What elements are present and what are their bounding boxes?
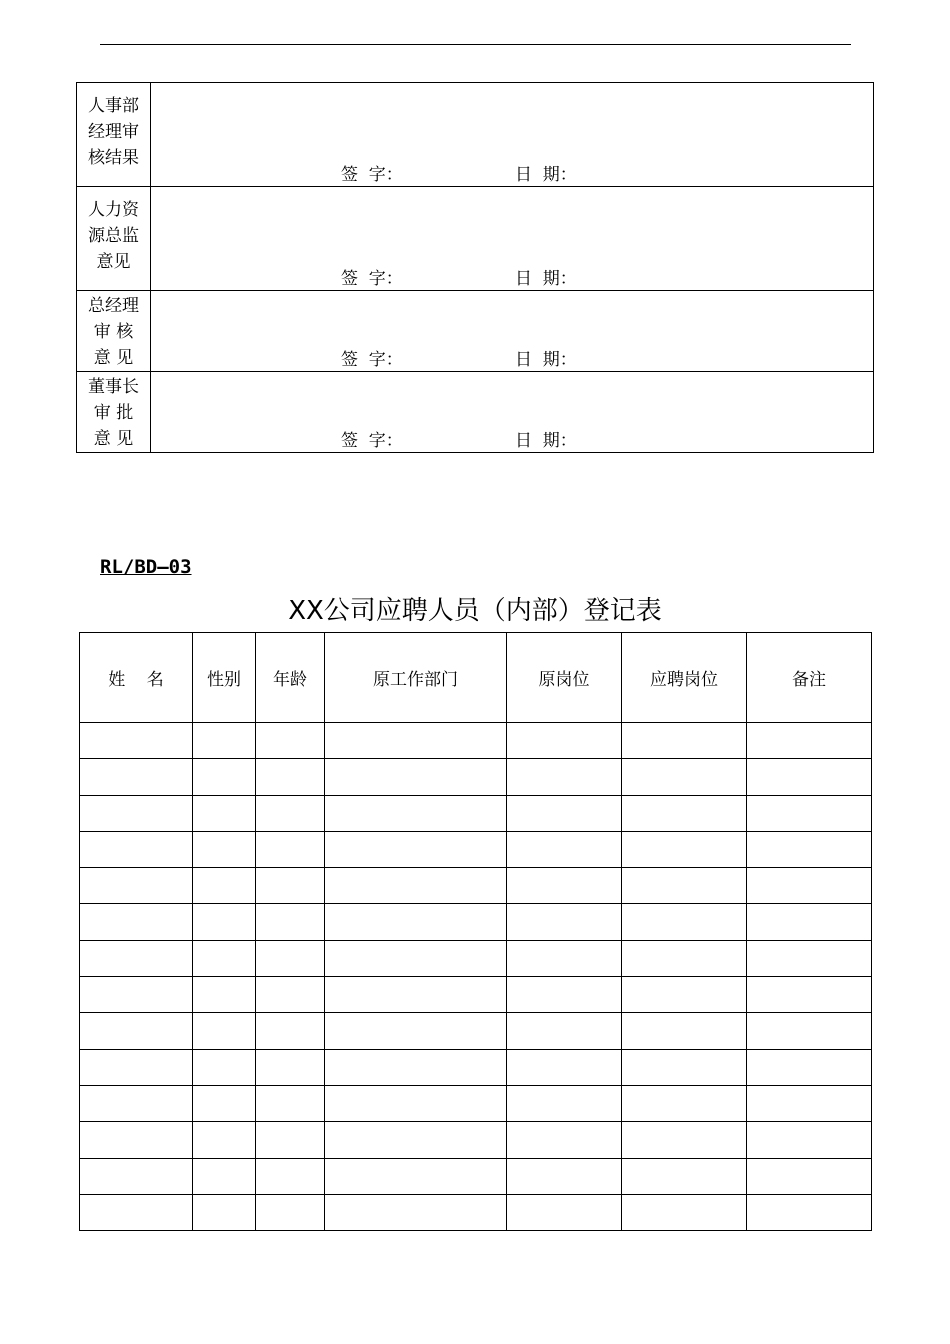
approval-row-general-manager	[77, 291, 874, 372]
table-cell[interactable]	[747, 795, 872, 831]
table-cell[interactable]	[193, 1049, 256, 1085]
table-cell[interactable]	[80, 868, 193, 904]
column-header: 姓 名	[80, 633, 193, 723]
table-cell[interactable]	[325, 831, 507, 867]
registration-header-row	[80, 633, 872, 723]
table-cell[interactable]	[507, 1013, 622, 1049]
table-row	[80, 1013, 872, 1049]
table-cell[interactable]	[256, 1122, 325, 1158]
table-cell[interactable]	[80, 831, 193, 867]
column-header: 原岗位	[507, 633, 622, 723]
sign-label: 签 字：	[341, 350, 403, 370]
table-cell[interactable]	[256, 723, 325, 759]
table-cell[interactable]	[325, 1049, 507, 1085]
table-cell[interactable]	[747, 868, 872, 904]
form-title: XX公司应聘人员（内部）登记表	[288, 596, 662, 626]
label-line: 总经理	[88, 296, 139, 316]
column-header: 性别	[193, 633, 256, 723]
table-cell[interactable]	[80, 1122, 193, 1158]
table-cell[interactable]	[80, 1013, 193, 1049]
approval-label	[77, 187, 151, 291]
form-code: RL/BD—03	[100, 556, 192, 578]
table-row	[80, 1049, 872, 1085]
table-cell[interactable]	[622, 1013, 747, 1049]
table-cell[interactable]	[622, 868, 747, 904]
table-cell[interactable]	[622, 1194, 747, 1230]
table-cell[interactable]	[256, 1158, 325, 1194]
label-line: 核结果	[88, 148, 139, 168]
table-cell[interactable]	[507, 904, 622, 940]
table-cell[interactable]	[256, 1194, 325, 1230]
label-line: 审 批	[93, 403, 134, 423]
label-line: 意 见	[93, 429, 134, 449]
table-cell[interactable]	[256, 1013, 325, 1049]
table-cell[interactable]	[325, 1013, 507, 1049]
table-cell[interactable]	[325, 1122, 507, 1158]
table-row	[80, 1194, 872, 1230]
sign-label: 签 字：	[341, 165, 403, 185]
approval-table	[76, 82, 874, 453]
table-cell[interactable]	[325, 940, 507, 976]
approval-content[interactable]	[151, 372, 874, 453]
table-cell[interactable]	[507, 759, 622, 795]
table-cell[interactable]	[747, 723, 872, 759]
table-cell[interactable]	[622, 940, 747, 976]
table-cell[interactable]	[256, 940, 325, 976]
table-row	[80, 1122, 872, 1158]
table-cell[interactable]	[193, 1194, 256, 1230]
table-cell[interactable]	[80, 759, 193, 795]
table-cell[interactable]	[747, 1085, 872, 1121]
table-cell[interactable]	[193, 831, 256, 867]
table-cell[interactable]	[747, 1158, 872, 1194]
sign-label: 签 字：	[341, 431, 403, 451]
table-cell[interactable]	[507, 1049, 622, 1085]
table-cell[interactable]	[507, 977, 622, 1013]
table-cell[interactable]	[507, 1194, 622, 1230]
table-cell[interactable]	[747, 759, 872, 795]
table-cell[interactable]	[193, 795, 256, 831]
table-cell[interactable]	[193, 1158, 256, 1194]
table-cell[interactable]	[622, 1049, 747, 1085]
column-header: 应聘岗位	[622, 633, 747, 723]
table-row	[80, 723, 872, 759]
date-label: 日 期：	[515, 350, 577, 370]
table-cell[interactable]	[622, 1122, 747, 1158]
approval-content[interactable]	[151, 83, 874, 187]
table-cell[interactable]	[747, 904, 872, 940]
table-row	[80, 795, 872, 831]
table-cell[interactable]	[256, 977, 325, 1013]
header-rule	[100, 44, 851, 45]
table-cell[interactable]	[507, 831, 622, 867]
table-row	[80, 904, 872, 940]
table-cell[interactable]	[325, 759, 507, 795]
table-cell[interactable]	[747, 1122, 872, 1158]
table-cell[interactable]	[747, 1194, 872, 1230]
label-line: 意 见	[93, 348, 134, 368]
table-cell[interactable]	[507, 868, 622, 904]
signature-line	[341, 345, 577, 370]
table-cell[interactable]	[325, 723, 507, 759]
table-cell[interactable]	[507, 940, 622, 976]
table-cell[interactable]	[325, 795, 507, 831]
approval-label	[77, 372, 151, 453]
table-cell[interactable]	[747, 940, 872, 976]
table-cell[interactable]	[256, 831, 325, 867]
table-row	[80, 1158, 872, 1194]
table-row	[80, 868, 872, 904]
table-cell[interactable]	[80, 795, 193, 831]
table-cell[interactable]	[256, 795, 325, 831]
table-cell[interactable]	[80, 723, 193, 759]
table-cell[interactable]	[256, 868, 325, 904]
table-cell[interactable]	[325, 1085, 507, 1121]
table-cell[interactable]	[80, 940, 193, 976]
date-label: 日 期：	[515, 431, 577, 451]
table-cell[interactable]	[193, 759, 256, 795]
column-header: 年龄	[256, 633, 325, 723]
table-cell[interactable]	[507, 795, 622, 831]
table-cell[interactable]	[747, 977, 872, 1013]
table-cell[interactable]	[80, 1158, 193, 1194]
date-label: 日 期：	[515, 269, 577, 289]
table-cell[interactable]	[747, 831, 872, 867]
signature-line	[341, 264, 577, 289]
table-cell[interactable]	[80, 904, 193, 940]
table-row	[80, 940, 872, 976]
approval-label	[77, 291, 151, 372]
table-cell[interactable]	[507, 1085, 622, 1121]
table-cell[interactable]	[80, 1049, 193, 1085]
column-header: 原工作部门	[325, 633, 507, 723]
table-cell[interactable]	[325, 977, 507, 1013]
approval-row-hr-manager	[77, 83, 874, 187]
table-cell[interactable]	[80, 1085, 193, 1121]
table-cell[interactable]	[256, 759, 325, 795]
table-cell[interactable]	[747, 1013, 872, 1049]
table-cell[interactable]	[193, 868, 256, 904]
registration-body	[80, 723, 872, 1231]
table-cell[interactable]	[256, 1049, 325, 1085]
table-cell[interactable]	[622, 759, 747, 795]
signature-line	[341, 160, 577, 185]
approval-content[interactable]	[151, 187, 874, 291]
table-cell[interactable]	[325, 904, 507, 940]
table-cell[interactable]	[622, 904, 747, 940]
table-cell[interactable]	[622, 795, 747, 831]
table-row	[80, 831, 872, 867]
table-cell[interactable]	[193, 940, 256, 976]
table-cell[interactable]	[747, 1049, 872, 1085]
signature-line	[341, 426, 577, 451]
table-cell[interactable]	[507, 1158, 622, 1194]
table-cell[interactable]	[193, 904, 256, 940]
table-cell[interactable]	[193, 1085, 256, 1121]
table-cell[interactable]	[622, 1085, 747, 1121]
label-line: 人力资	[88, 200, 139, 220]
table-cell[interactable]	[622, 831, 747, 867]
table-cell[interactable]	[622, 977, 747, 1013]
table-cell[interactable]	[325, 868, 507, 904]
label-line: 源总监	[88, 226, 139, 246]
label-line: 意见	[96, 252, 131, 272]
approval-content[interactable]	[151, 291, 874, 372]
table-cell[interactable]	[622, 1158, 747, 1194]
approval-row-chairman	[77, 372, 874, 453]
table-row	[80, 759, 872, 795]
table-row	[80, 977, 872, 1013]
table-cell[interactable]	[193, 1122, 256, 1158]
table-cell[interactable]	[193, 723, 256, 759]
table-cell[interactable]	[80, 977, 193, 1013]
table-cell[interactable]	[325, 1194, 507, 1230]
table-cell[interactable]	[507, 723, 622, 759]
table-cell[interactable]	[507, 1122, 622, 1158]
label-line: 人事部	[88, 96, 139, 116]
sign-label: 签 字：	[341, 269, 403, 289]
table-cell[interactable]	[193, 1013, 256, 1049]
label-line: 经理审	[88, 122, 139, 142]
column-header: 备注	[747, 633, 872, 723]
table-cell[interactable]	[256, 1085, 325, 1121]
label-line: 董事长	[88, 377, 139, 397]
approval-row-hr-director	[77, 187, 874, 291]
table-cell[interactable]	[325, 1158, 507, 1194]
table-row	[80, 1085, 872, 1121]
label-line: 审 核	[93, 322, 134, 342]
date-label: 日 期：	[515, 165, 577, 185]
registration-table	[79, 632, 872, 1231]
table-cell[interactable]	[80, 1194, 193, 1230]
table-cell[interactable]	[622, 723, 747, 759]
approval-label	[77, 83, 151, 187]
table-cell[interactable]	[256, 904, 325, 940]
table-cell[interactable]	[193, 977, 256, 1013]
